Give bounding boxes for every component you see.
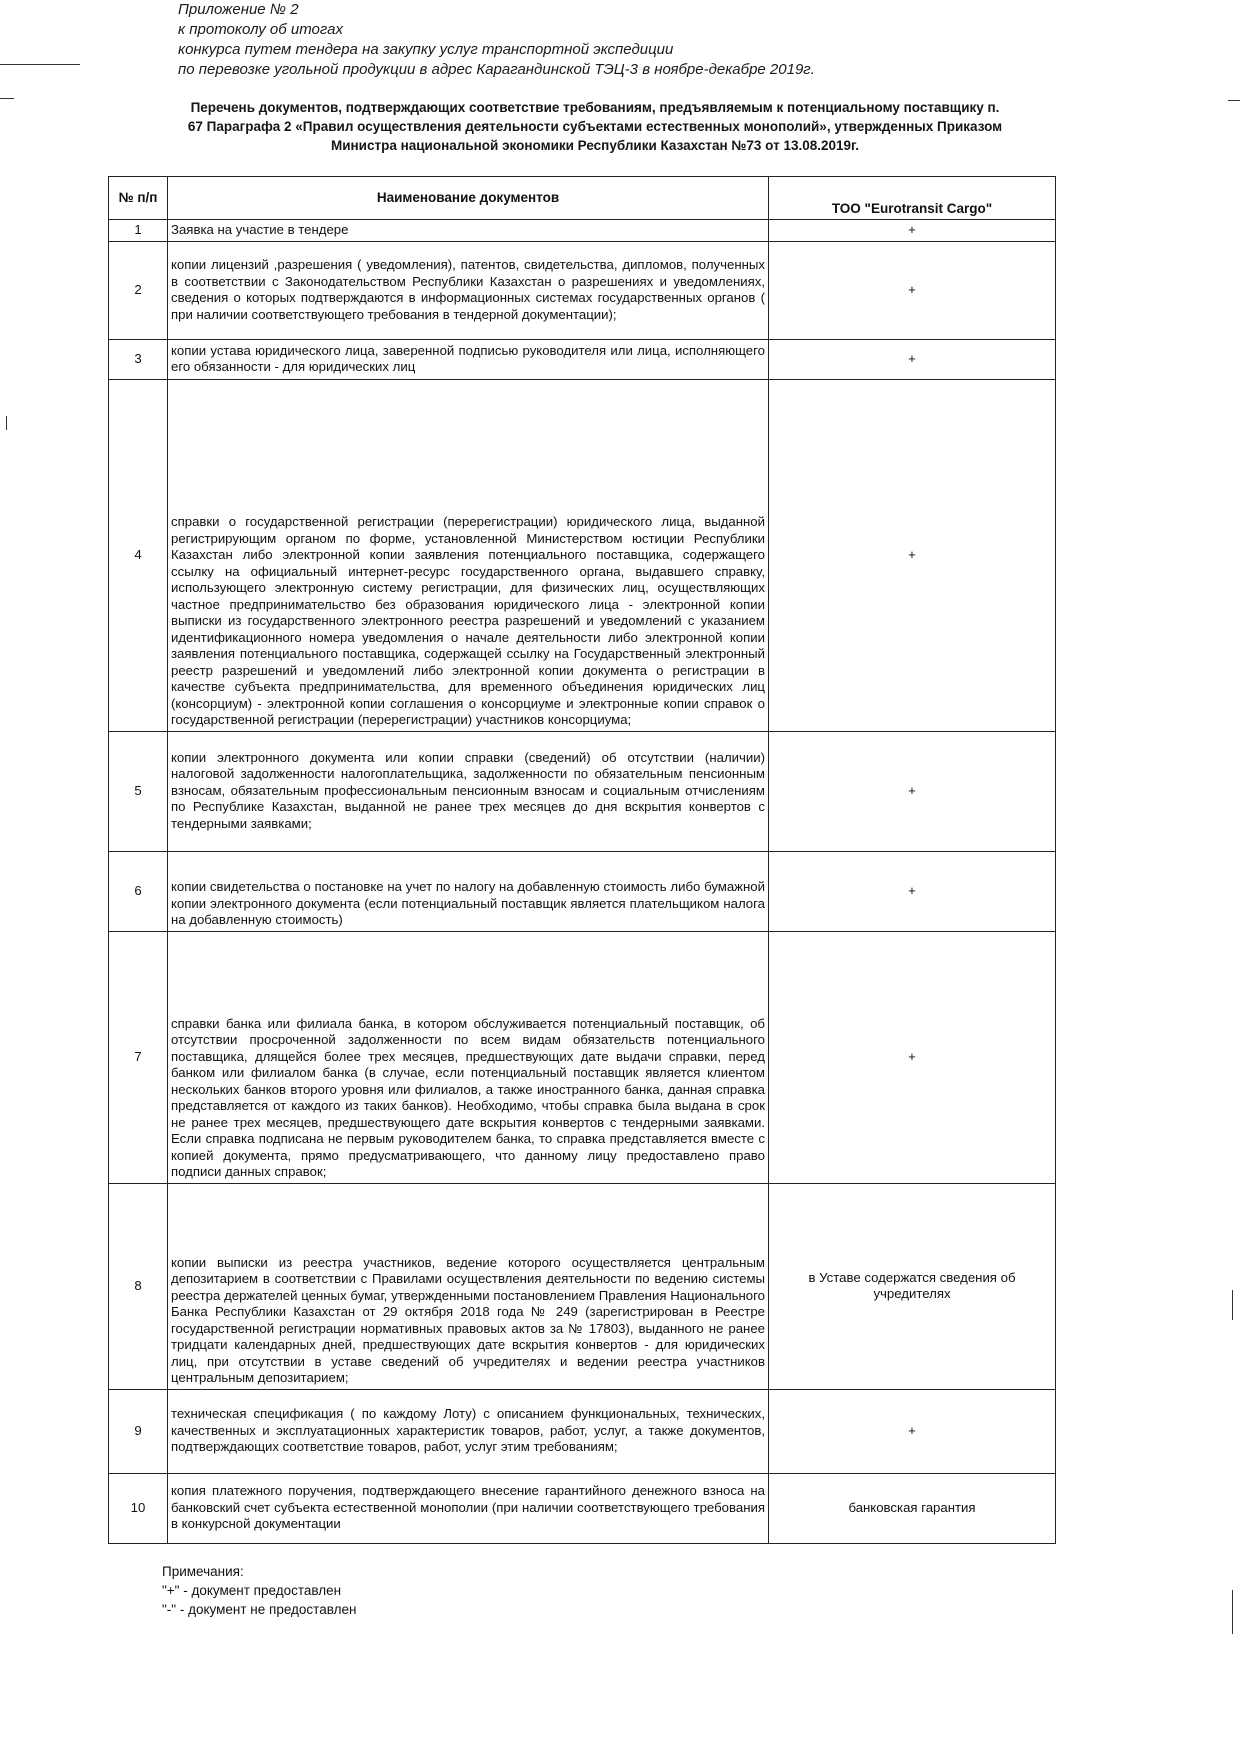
row-num: 1 bbox=[109, 220, 168, 242]
heading-line-3: Министра национальной экономики Республики Казахстан №73 от 13.08.2019г. bbox=[330, 138, 860, 153]
row-mark: + bbox=[769, 1389, 1056, 1473]
row-document-name: копии свидетельства о постановке на учет по налогу на добавленную стоимость либо бумажной копии электронного документа (если потенциальный поставщик является плательщиком налога на добавленную стоимость) bbox=[168, 851, 769, 931]
notes-title: Примечания: bbox=[162, 1564, 244, 1579]
row-num: 6 bbox=[109, 851, 168, 931]
annex-line-4: по перевозке угольной продукции в адрес Карагандинской ТЭЦ-3 в ноябре-декабре 2019г. bbox=[178, 61, 815, 78]
row-num: 3 bbox=[109, 339, 168, 379]
annex-header bbox=[178, 0, 815, 80]
row-mark: + bbox=[769, 220, 1056, 242]
row-document-name: копия платежного поручения, подтверждающего внесение гарантийного денежного взноса на банковский счет субъекта естественной монополии (при наличии соответствующего требования в конкурсной документации bbox=[168, 1473, 769, 1543]
scan-margin-mark bbox=[1232, 1290, 1233, 1320]
row-document-name: справки о государственной регистрации (перерегистрации) юридического лица, выданной регистрирующим органом по форме, установленной Министерством юстиции Республики Казахстан либо электронной копии заявления потенциального поставщика, содержащего ссылку на официальный интернет-ресурс государственного органа, выдавшего справку, использующего электронную систему регистрации, для физических лиц, осуществляющих частное предпринимательство без образования юридического лица - электронной копии выписки из государственного электронного реестра разрешений и уведомлений с указанием идентификационного номера уведомления о начале деятельности либо электронной копии заявления потенциального поставщика, содержащей ссылку на Государственный электронный реестр разрешений и уведомлений либо электронной копии документа о регистрации в качестве субъекта предпринимательства, для временного объединения юридических лиц (консорциум) - электронной копии соглашения о консорциуме и электронные копии справок о государственной регистрации (перерегистрации) участников консорциума; bbox=[168, 379, 769, 731]
row-document-name: копии выписки из реестра участников, ведение которого осуществляется центральным депозитарием в соответствии с Правилами осуществления деятельности по ведению системы реестра держателей ценных бумаг, утвержденными постановлением Правления Национального Банка Республики Казахстан от 29 октября 2018 года № 249 (зарегистрирован в Реестре государственной регистрации нормативных правовых актов за № 17803), выданного не ранее тридцати календарных дней, предшествующих дате вскрытия конвертов - для юридических лиц, при отсутствии в уставе сведений об учредителях и ведении реестра участников центральным депозитарием; bbox=[168, 1183, 769, 1389]
table-row bbox=[109, 851, 1056, 931]
row-document-name: копии устава юридического лица, заверенной подписью руководителя или лица, исполняющего его обязанности - для юридических лиц bbox=[168, 339, 769, 379]
note-plus: "+" - документ предоставлен bbox=[162, 1583, 342, 1598]
row-mark: + bbox=[769, 731, 1056, 851]
scan-margin-mark bbox=[6, 416, 7, 430]
heading-line-2: 67 Параграфа 2 «Правил осуществления деятельности субъектами естественных монополий», утвержденных Приказом bbox=[187, 119, 1003, 134]
header-num: № п/п bbox=[109, 177, 168, 220]
header-supplier: ТОО "Eurotransit Cargo" bbox=[769, 177, 1056, 220]
scan-margin-mark bbox=[0, 98, 14, 99]
row-num: 4 bbox=[109, 379, 168, 731]
row-mark: + bbox=[769, 379, 1056, 731]
document-heading bbox=[110, 98, 1080, 155]
table-row bbox=[109, 339, 1056, 379]
row-document-name: Заявка на участие в тендере bbox=[168, 220, 769, 242]
row-mark: + bbox=[769, 339, 1056, 379]
table-row bbox=[109, 1183, 1056, 1389]
note-minus: "-" - документ не предоставлен bbox=[162, 1602, 357, 1617]
table-row bbox=[109, 1473, 1056, 1543]
row-mark: + bbox=[769, 931, 1056, 1183]
heading-line-1: Перечень документов, подтверждающих соответствие требованиям, предъявляемым к потенциальному поставщику п. bbox=[190, 100, 1000, 115]
row-mark: + bbox=[769, 241, 1056, 339]
row-mark: в Уставе содержатся сведения об учредителях bbox=[769, 1183, 1056, 1389]
table-row bbox=[109, 241, 1056, 339]
row-num: 9 bbox=[109, 1389, 168, 1473]
row-num: 5 bbox=[109, 731, 168, 851]
row-mark: + bbox=[769, 851, 1056, 931]
table-header-row bbox=[109, 177, 1056, 220]
table-row bbox=[109, 379, 1056, 731]
row-num: 7 bbox=[109, 931, 168, 1183]
row-document-name: копии лицензий ,разрешения ( уведомления), патентов, свидетельства, дипломов, полученных в соответствии с Законодательством Республики Казахстан о разрешениях и уведомлениях, сведения о которых подтверждаются в информационных системах государственных органов ( при наличии соответствующего требования в тендерной документации); bbox=[168, 241, 769, 339]
row-mark: банковская гарантия bbox=[769, 1473, 1056, 1543]
notes-section bbox=[162, 1562, 356, 1619]
scan-margin-mark bbox=[1232, 1590, 1233, 1634]
scan-margin-mark bbox=[1228, 100, 1240, 101]
table-row bbox=[109, 220, 1056, 242]
annex-line-1: Приложение № 2 bbox=[178, 1, 299, 18]
row-document-name: справки банка или филиала банка, в котором обслуживается потенциальный поставщик, об отсутствии просроченной задолженности по всем видам обязательств потенциального поставщика, длящейся более трех месяцев, предшествующих дате выдачи справки, перед банком или филиалом банка (в случае, если потенциальный поставщик является клиентом нескольких банков второго уровня или филиалов, а также иностранного банка, данная справка представляется от каждого из таких банков). Необходимо, чтобы справка была выдана в срок не ранее трех месяцев, предшествующего дате вскрытия конвертов с тендерными заявками. Если справка подписана не первым руководителем банка, то справка представляется вместе с копией документа, прямо предусматривающего, что данному лицу предоставлено право подписи данных справок; bbox=[168, 931, 769, 1183]
documents-table bbox=[108, 176, 1056, 1544]
row-num: 8 bbox=[109, 1183, 168, 1389]
header-name: Наименование документов bbox=[168, 177, 769, 220]
annex-line-2: к протоколу об итогах bbox=[178, 21, 343, 38]
scan-margin-mark bbox=[0, 64, 80, 65]
table-row bbox=[109, 1389, 1056, 1473]
table-row bbox=[109, 931, 1056, 1183]
table-row bbox=[109, 731, 1056, 851]
row-num: 2 bbox=[109, 241, 168, 339]
row-document-name: техническая спецификация ( по каждому Лоту) с описанием функциональных, технических, качественных и эксплуатационных характеристик товаров, работ, услуг, а также документов, подтверждающих соответствие товаров, работ, услуг этим требованиям; bbox=[168, 1389, 769, 1473]
row-document-name: копии электронного документа или копии справки (сведений) об отсутствии (наличии) налоговой задолженности налогоплательщика, задолженности по обязательным пенсионным взносам, обязательным профессиональным пенсионным взносам и социальным отчислениям по Республике Казахстан, выданной не ранее трех месяцев до дня вскрытия конвертов с тендерными заявками; bbox=[168, 731, 769, 851]
annex-line-3: конкурса путем тендера на закупку услуг транспортной экспедиции bbox=[178, 41, 674, 58]
row-num: 10 bbox=[109, 1473, 168, 1543]
